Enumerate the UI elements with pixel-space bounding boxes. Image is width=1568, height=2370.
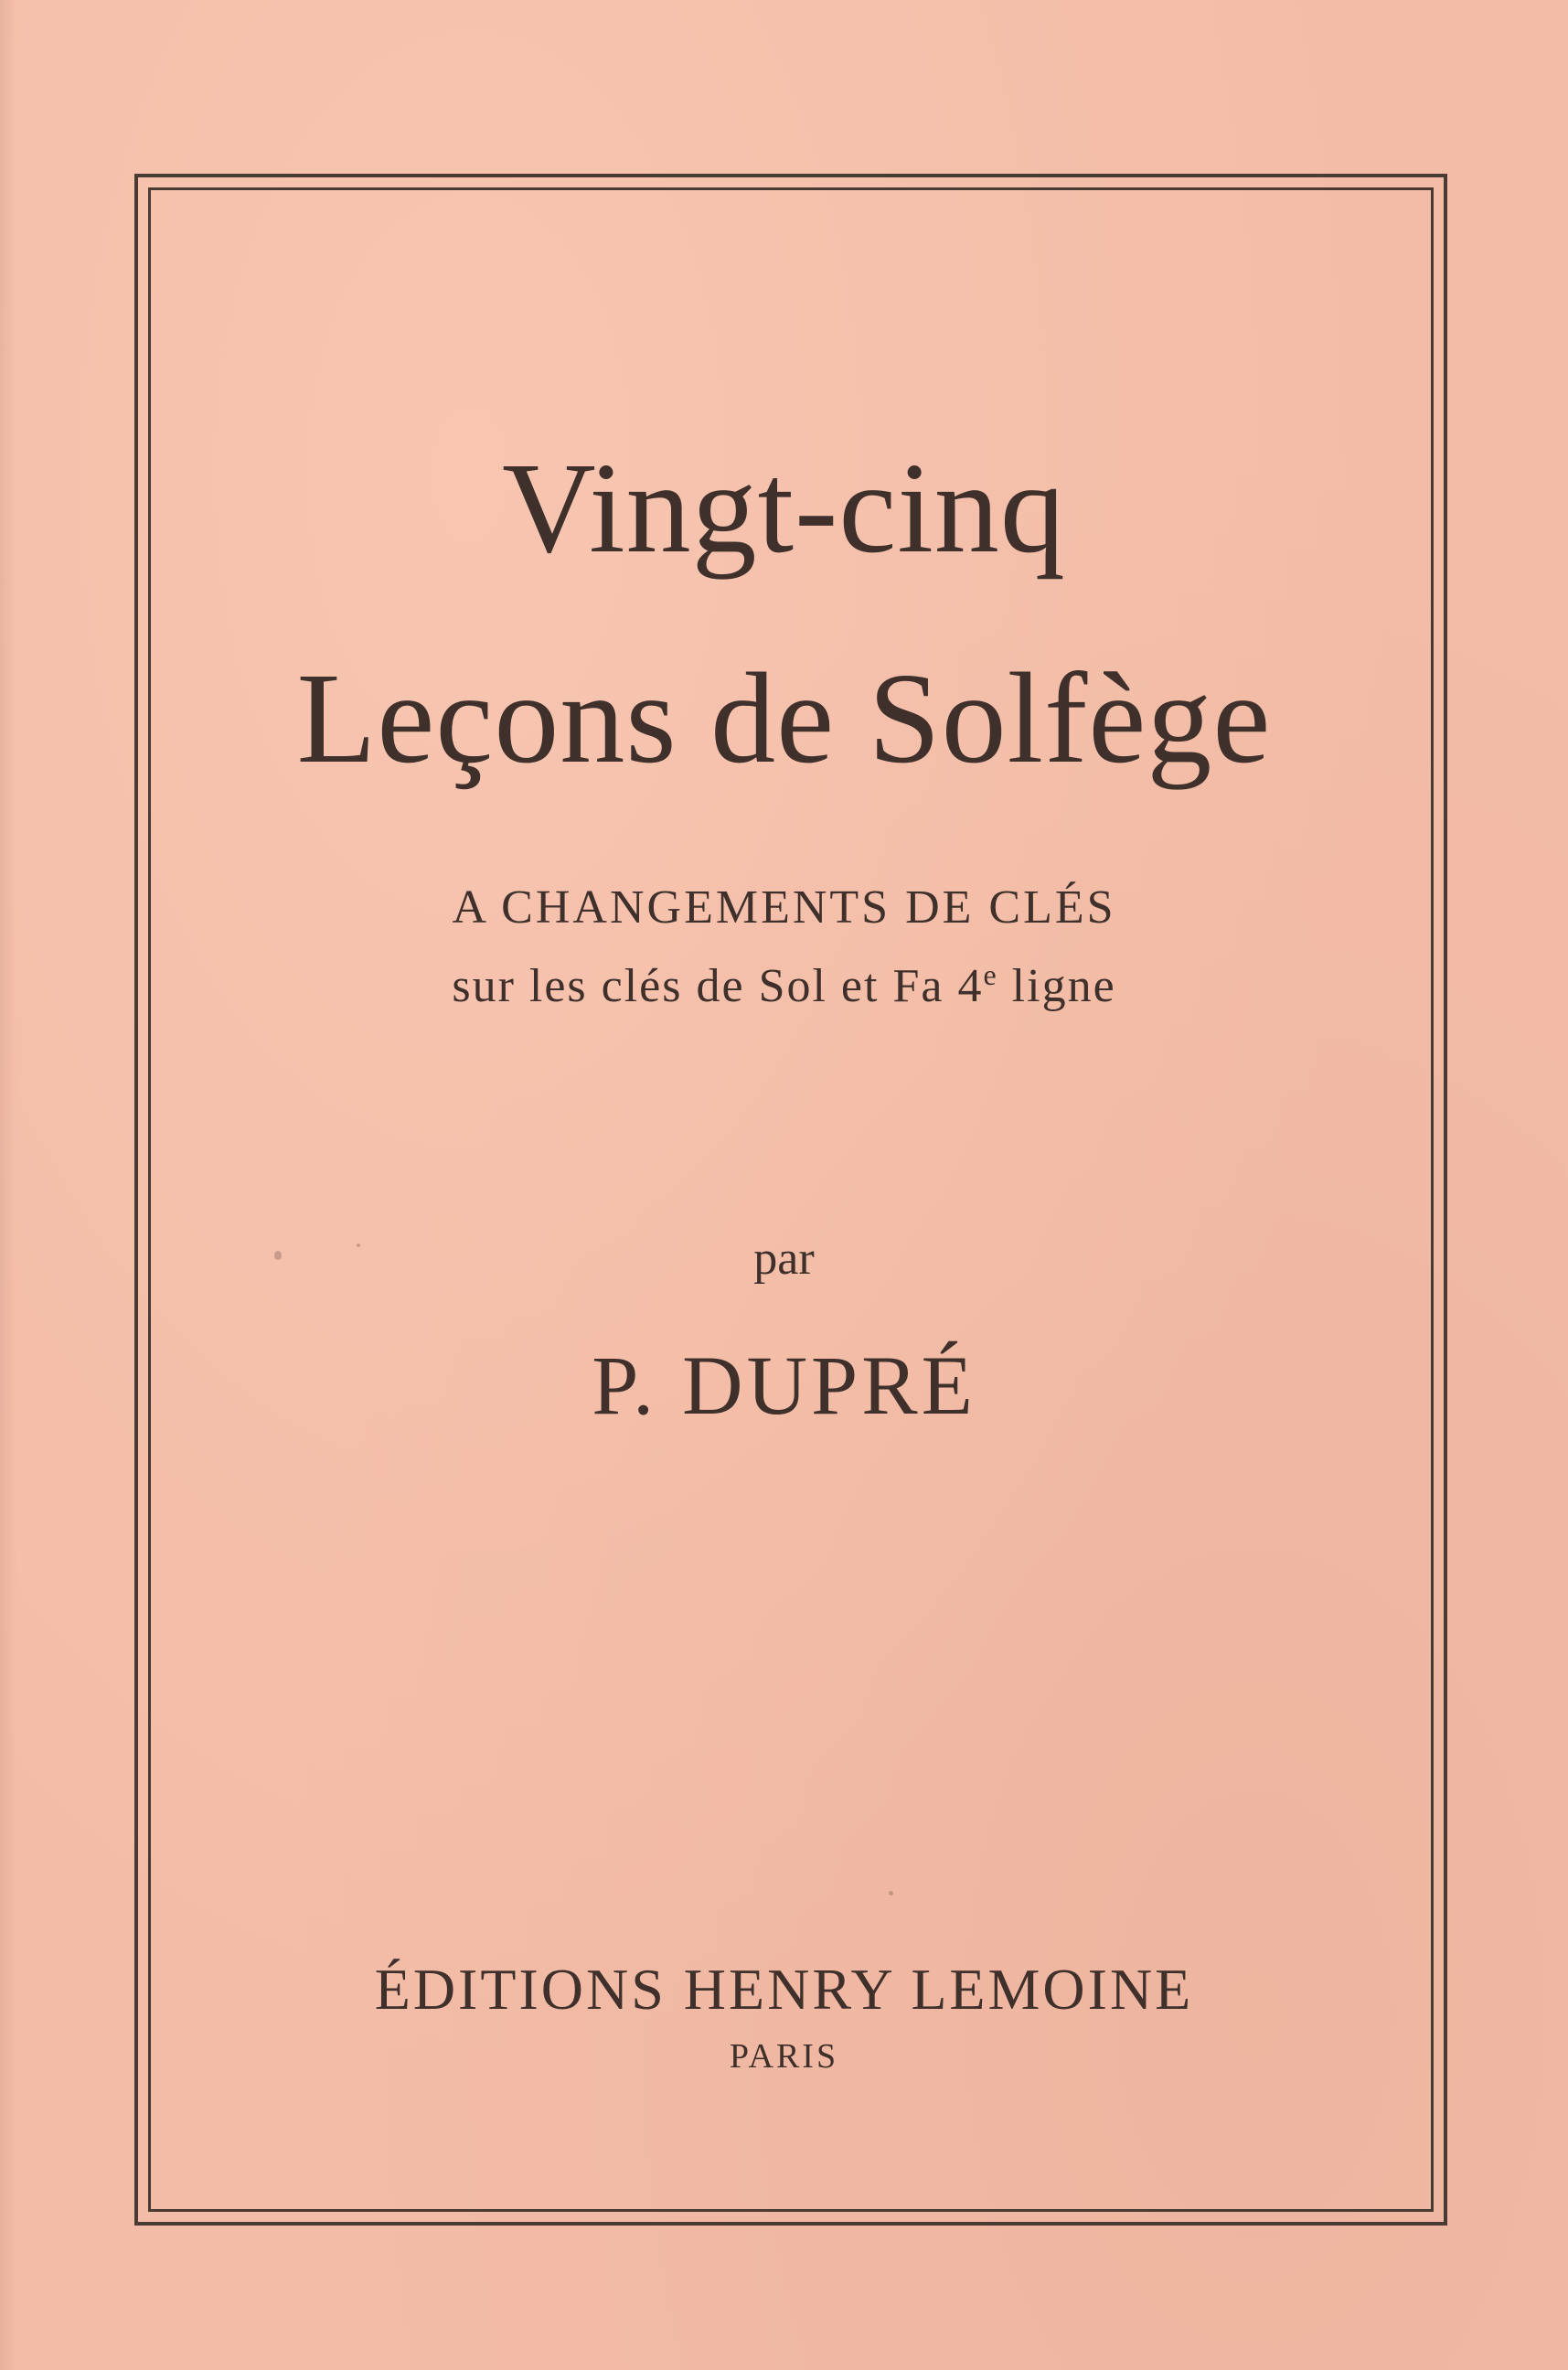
subtitle-line-1: A CHANGEMENTS DE CLÉS	[452, 881, 1116, 934]
paper-speck	[357, 1244, 360, 1247]
paper-speck	[889, 1891, 893, 1895]
subtitle-line-2-superscript: e	[983, 958, 998, 991]
publisher-name: ÉDITIONS HENRY LEMOINE	[374, 1957, 1194, 2022]
by-label: par	[753, 1233, 815, 1285]
publisher-city: PARIS	[729, 2037, 839, 2076]
title-line-1: Vingt-cinq	[502, 435, 1066, 580]
subtitle-line-2	[0, 958, 1568, 1015]
paper-speck	[274, 1251, 282, 1260]
subtitle-line-2-main: sur les clés de Sol et Fa 4	[452, 960, 984, 1012]
author-name: P. DUPRÉ	[592, 1339, 976, 1432]
subtitle-line-2-end: ligne	[997, 960, 1116, 1012]
title-line-2: Leçons de Solfège	[296, 646, 1272, 790]
